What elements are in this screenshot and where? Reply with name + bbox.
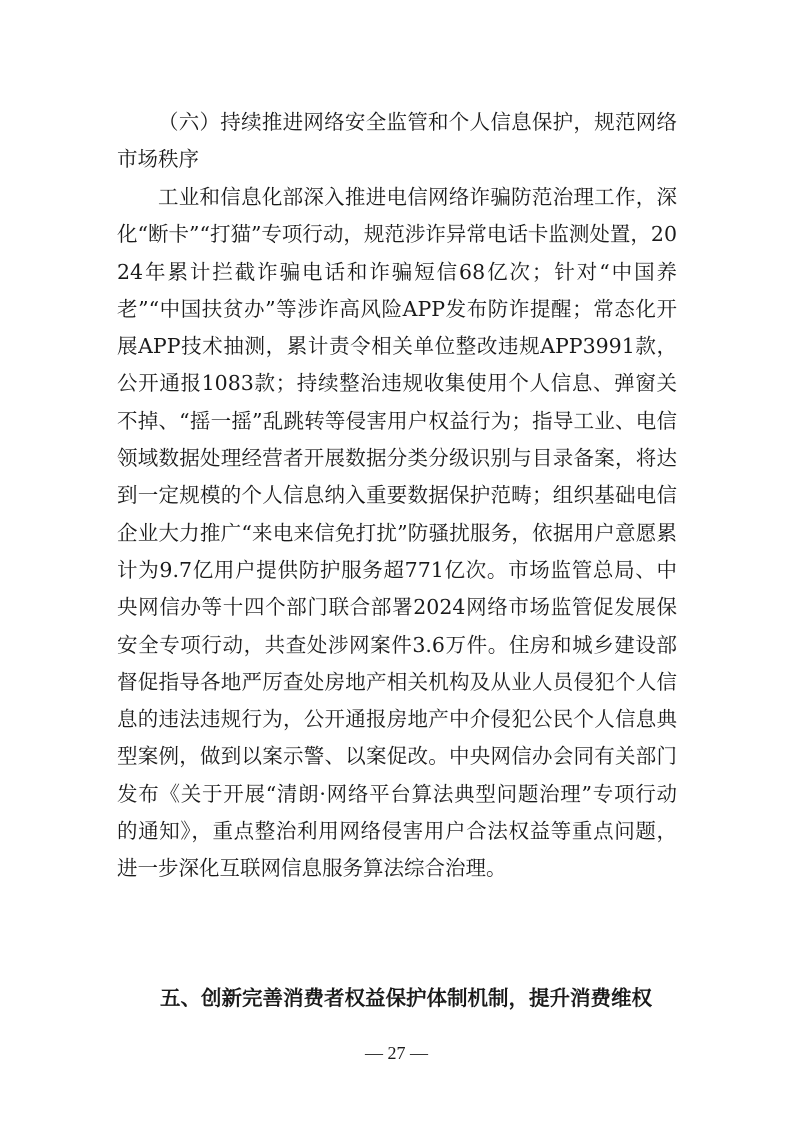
subsection-heading: （六）持续推进网络安全监管和个人信息保护，规范网络市场秩序 <box>117 110 677 172</box>
page-number: — 27 — <box>365 1043 428 1063</box>
body-paragraph: 工业和信息化部深入推进电信网络诈骗防范治理工作，深化“断卡”“打猫”专项行动，规范涉诈异常电话卡监测处置，2024年累计拦截诈骗电话和诈骗短信68亿次；针对“中国养老”“中国扶贫办”等涉诈高风险APP发布防诈提醒；常态化开展APP技术抽测，累计责令相关单位整改违规APP3991款，公开通报1083款；持续整治违规收集使用个人信息、弹窗关不掉、“摇一摇”乱跳转等侵害用户权益行为；指导工业、电信领域数据处理经营者开展数据分类分级识别与目录备案，将达到一定规模的个人信息纳入重要数据保护范畴；组织基础电信企业大力推广“来电来信免打扰”防骚扰服务，依据用户意愿累计为9.7亿用户提供防护服务超771亿次。市场监管总局、中央网信办等十四个部门联合部署2024网络市场监管促发展保安全专项行动，共查处涉网案件3.6万件。住房和城乡建设部督促指导各地严厉查处房地产相关机构及从业人员侵犯个人信息的违法违规行为，公开通报房地产中介侵犯公民个人信息典型案例，做到以案示警、以案促改。中央网信办会同有关部门发布《关于开展“清朗·网络平台算法典型问题治理”专项行动的通知》，重点整治利用网络侵害用户合法权益等重点问题，进一步深化互联网信息服务算法综合治理。 <box>117 185 678 881</box>
section-heading: 五、创新完善消费者权益保护体制机制，提升消费维权 <box>160 986 652 1010</box>
